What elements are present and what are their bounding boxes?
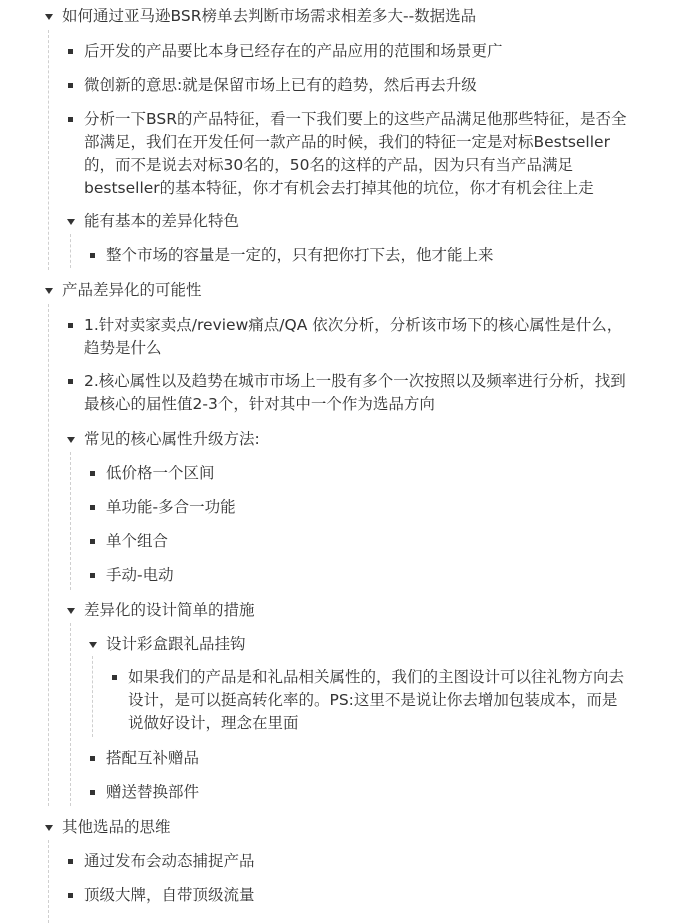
collapse-triangle-icon[interactable] [67, 608, 75, 614]
node-text: 低价格一个区间 [106, 464, 215, 482]
node-text: 产品差异化的可能性 [62, 281, 202, 299]
node-text: 微创新的意思:就是保留市场上已有的趋势，然后再去升级 [84, 76, 477, 94]
node-text-line: 趋势是什么 [84, 339, 162, 357]
node-text-line: 设计，是可以挺高转化率的。PS:这里不是说让你去增加包装成本，而是 [128, 691, 618, 709]
outline-node[interactable] [84, 74, 660, 97]
node-text-line: 分析一下BSR的产品特征，看一下我们要上的这些产品满足他那些特征，是否全 [84, 110, 627, 128]
bullet-square-icon [68, 83, 73, 88]
outline-node[interactable] [106, 747, 660, 770]
node-text: 整个市场的容量是一定的，只有把你打下去，他才能上来 [106, 246, 494, 264]
bullet-square-icon [112, 675, 117, 680]
bullet-square-icon [90, 253, 95, 258]
node-text-line: 的，而不是说去对标30名的，50名的这样的产品，因为只有当产品满足 [84, 156, 573, 174]
indent-guide [70, 623, 71, 806]
bullet-square-icon [90, 756, 95, 761]
bullet-square-icon [68, 859, 73, 864]
outline-node[interactable] [106, 462, 660, 485]
node-text-line: bestseller的基本特征，你才有机会去打掉其他的坑位，你才有机会往上走 [84, 179, 594, 197]
outline-node[interactable] [84, 314, 660, 360]
outline-node[interactable] [62, 816, 660, 839]
outline-node[interactable] [84, 370, 660, 416]
bullet-square-icon [68, 379, 73, 384]
outline-node[interactable] [106, 530, 660, 553]
collapse-triangle-icon[interactable] [89, 642, 97, 648]
outline-node[interactable] [106, 496, 660, 519]
outline-node[interactable] [62, 5, 660, 28]
indent-guide [48, 840, 49, 923]
node-text-line: 最核心的届性值2-3个，针对其中一个作为选品方向 [84, 395, 435, 413]
node-text-line: 部满足，我们在开发任何一款产品的时候，我们的特征一定是对标Bestseller [84, 133, 610, 151]
bullet-square-icon [90, 539, 95, 544]
collapse-triangle-icon[interactable] [45, 288, 53, 294]
bullet-square-icon [68, 49, 73, 54]
outline-node[interactable] [106, 633, 660, 656]
outline-node[interactable] [62, 279, 660, 302]
indent-guide [48, 304, 49, 806]
node-text: 设计彩盒跟礼品挂钩 [106, 635, 246, 653]
collapse-triangle-icon[interactable] [67, 437, 75, 443]
indent-guide [70, 234, 71, 268]
outline-node[interactable] [84, 210, 660, 233]
node-text: 单个组合 [106, 532, 169, 550]
node-text: 手动-电动 [106, 566, 174, 584]
node-text: 赠送替换部件 [106, 783, 200, 801]
node-text: 单功能-多合一功能 [106, 498, 236, 516]
outline-node[interactable] [84, 40, 660, 63]
collapse-triangle-icon[interactable] [67, 219, 75, 225]
bullet-square-icon [90, 573, 95, 578]
outline-node[interactable] [84, 850, 660, 873]
node-text: 搭配互补赠品 [106, 749, 200, 767]
node-text: 通过发布会动态捕捉产品 [84, 852, 255, 870]
bullet-square-icon [90, 471, 95, 476]
node-text: 其他选品的思维 [62, 818, 171, 836]
indent-guide [48, 30, 49, 270]
bullet-square-icon [90, 505, 95, 510]
node-text: 后开发的产品要比本身已经存在的产品应用的范围和场景更广 [84, 42, 503, 60]
bullet-square-icon [90, 790, 95, 795]
node-text: 如何通过亚马逊BSR榜单去判断市场需求相差多大--数据选品 [62, 7, 477, 25]
outline-node[interactable] [84, 108, 660, 200]
outline-node[interactable] [84, 884, 660, 907]
bullet-square-icon [68, 323, 73, 328]
node-text: 能有基本的差异化特色 [84, 212, 240, 230]
outline-node[interactable] [128, 666, 660, 735]
indent-guide [70, 452, 71, 590]
outline-node[interactable] [84, 428, 660, 451]
bullet-square-icon [68, 893, 73, 898]
node-text: 顶级大牌，自带顶级流量 [84, 886, 255, 904]
outline-node[interactable] [106, 564, 660, 587]
node-text-line: 说做好设计，理念在里面 [128, 714, 299, 732]
node-text-line: 1.针对卖家卖点/review痛点/QA 依次分析，分析该市场下的核心属性是什么， [84, 316, 623, 334]
indent-guide [92, 656, 93, 737]
outline-node[interactable] [106, 244, 660, 267]
collapse-triangle-icon[interactable] [45, 825, 53, 831]
node-text-line: 如果我们的产品是和礼品相关属性的，我们的主图设计可以往礼物方向去 [128, 668, 625, 686]
node-text: 差异化的设计简单的措施 [84, 601, 255, 619]
collapse-triangle-icon[interactable] [45, 14, 53, 20]
node-text-line: 2.核心属性以及趋势在城市市场上一股有多个一次按照以及频率进行分析，找到 [84, 372, 626, 390]
node-text: 常见的核心属性升级方法: [84, 430, 260, 448]
outline-node[interactable] [106, 781, 660, 804]
outline-node[interactable] [84, 599, 660, 622]
bullet-square-icon [68, 117, 73, 122]
